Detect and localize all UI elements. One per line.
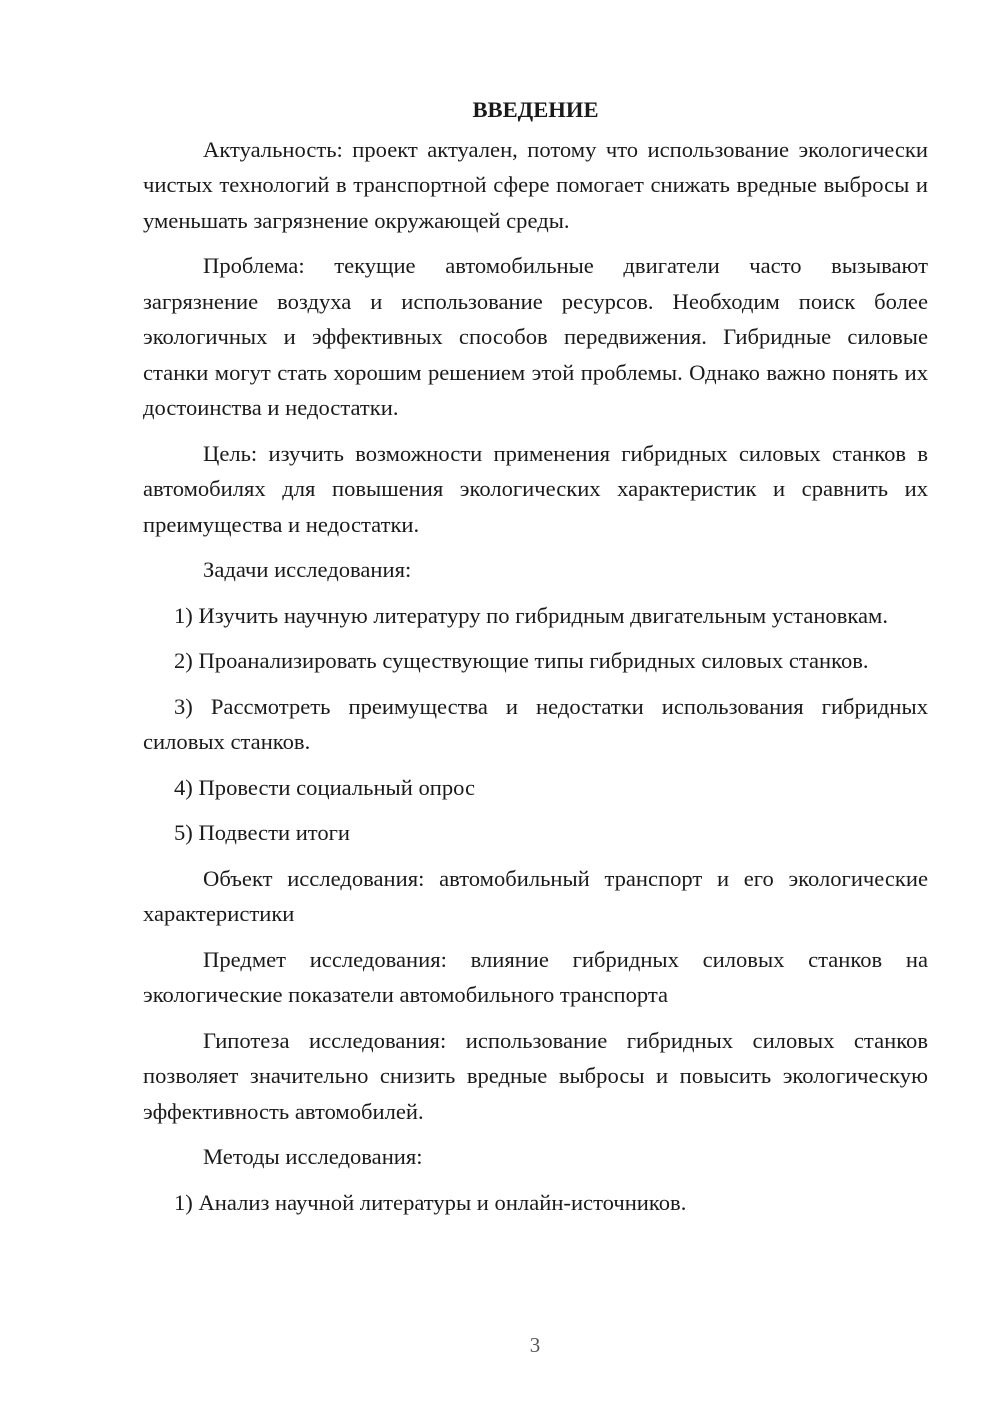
task-item-2: 2) Проанализировать существующие типы гибридных силовых станков. [174,648,869,673]
subject-paragraph: Предмет исследования: влияние гибридных силовых станков на экологические показатели автомобильного транспорта [143,946,928,1007]
page-number: 3 [529,1333,541,1357]
task-item-5: 5) Подвести итоги [174,820,351,845]
task-item-3: 3) Рассмотреть преимущества и недостатки использования гибридных силовых станков. [143,693,928,754]
hypothesis-paragraph: Гипотеза исследования: использование гибридных силовых станков позволяет значительно снизить вредные выбросы и повысить экологическую эффективность автомобилей. [143,1027,928,1124]
page-title: ВВЕДЕНИЕ [472,97,599,122]
object-paragraph: Объект исследования: автомобильный транспорт и его экологические характеристики [143,865,928,926]
goal-paragraph: Цель: изучить возможности применения гибридных силовых станков в автомобилях для повышения экологических характеристик и сравнить их преимущества и недостатки. [143,440,928,537]
task-item-4: 4) Провести социальный опрос [174,774,476,800]
tasks-heading: Задачи исследования: [203,557,412,582]
method-item-1: 1) Анализ научной литературы и онлайн-источников. [174,1189,687,1215]
task-item-1: 1) Изучить научную литературу по гибридным двигательным установкам. [174,602,889,628]
problem-paragraph: Проблема: текущие автомобильные двигатели часто вызывают загрязнение воздуха и использование ресурсов. Необходим поиск более экологичных и эффективных способов передвижения. Гибридные силовые станки могут стать хорошим решением этой проблемы. Однако важно понять их достоинства и недостатки. [143,253,928,420]
methods-heading: Методы исследования: [203,1144,423,1169]
document-page [143,92,928,1230]
relevance-paragraph: Актуальность: проект актуален, потому что использование экологически чистых технологий в транспортной сфере помогает снижать вредные выбросы и уменьшать загрязнение окружающей среды. [143,136,928,233]
